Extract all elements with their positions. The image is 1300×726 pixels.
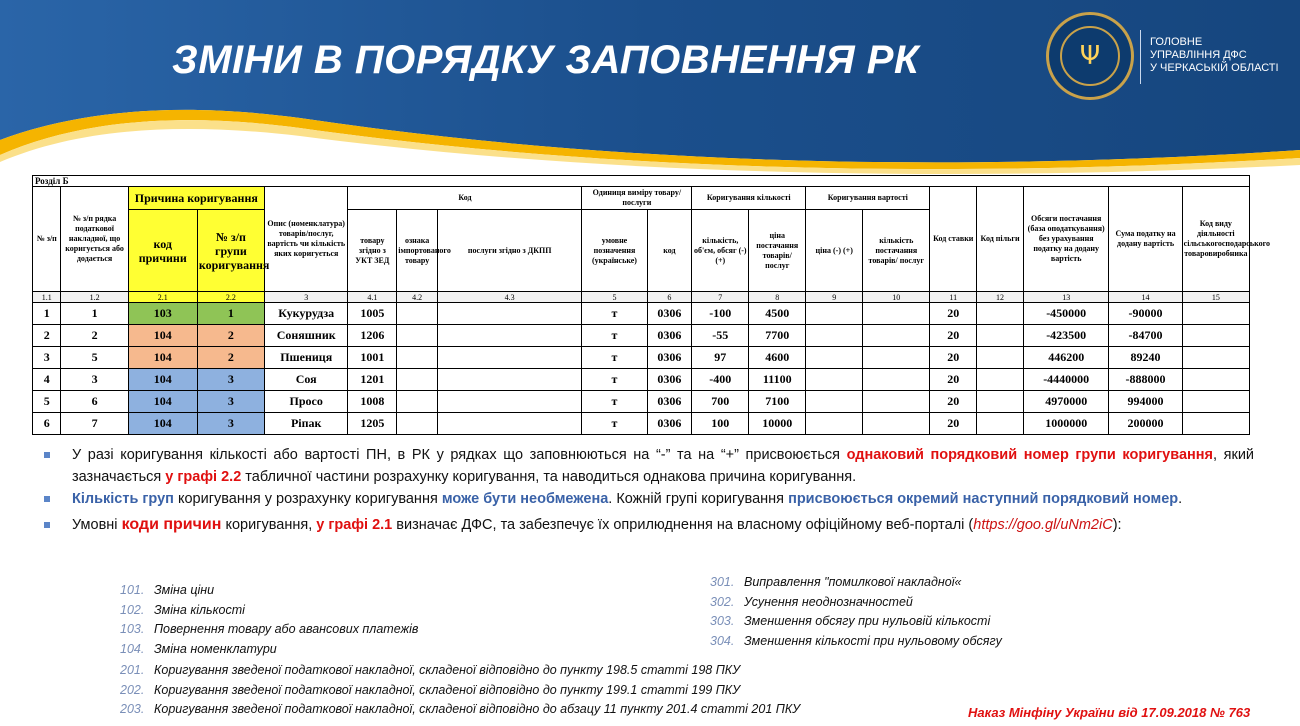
cell-ukt: 1201 (348, 369, 397, 391)
notes (44, 444, 1254, 536)
cell-empty (1182, 347, 1249, 369)
cell-st: 20 (930, 413, 977, 435)
cell-ukt: 1008 (348, 391, 397, 413)
cell-opys: Кукурудза (264, 303, 347, 325)
cell-n: 4 (33, 369, 61, 391)
cell-sum: -90000 (1109, 303, 1182, 325)
cell-empty (437, 413, 581, 435)
cell-empty (437, 369, 581, 391)
cell-obs: -423500 (1023, 325, 1108, 347)
cell-st: 20 (930, 369, 977, 391)
col-number: 9 (806, 292, 863, 303)
cell-empty (437, 391, 581, 413)
cell-empty (397, 413, 438, 435)
code-item (710, 573, 1002, 593)
b2-blue-3: присвоюється окремий наступний порядковий номер (788, 491, 1179, 507)
cell-um: т (582, 347, 647, 369)
cell-ukt: 1206 (348, 325, 397, 347)
cell-opys: Соняшник (264, 325, 347, 347)
cell-rn: 2 (61, 325, 128, 347)
hdr-pilga: Код пільги (977, 187, 1024, 292)
cell-gr: 2 (197, 347, 264, 369)
bullet-2 (44, 488, 1254, 510)
org-name (1150, 36, 1279, 75)
cell-tsina: 4600 (749, 347, 806, 369)
hdr-odynytsia: Одиниця виміру товару/послуги (582, 187, 692, 210)
cell-n: 1 (33, 303, 61, 325)
hdr-stavka: Код ставки (930, 187, 977, 292)
cell-um: т (582, 391, 647, 413)
cell-kod: 104 (128, 391, 197, 413)
cell-tsina: 11100 (749, 369, 806, 391)
cell-kd: 0306 (647, 303, 692, 325)
cell-opys: Соя (264, 369, 347, 391)
cell-kil: -100 (692, 303, 749, 325)
hdr-tsina: ціна (-) (+) (806, 210, 863, 292)
section-label: Розділ Б (33, 176, 1250, 187)
b2-text-c: . (1178, 491, 1183, 507)
cell-ukt: 1205 (348, 413, 397, 435)
cell-st: 20 (930, 325, 977, 347)
cell-opys: Пшениця (264, 347, 347, 369)
cell-empty (863, 303, 930, 325)
cell-empty (977, 303, 1024, 325)
cell-empty (806, 391, 863, 413)
cell-empty (863, 391, 930, 413)
cell-kod: 104 (128, 413, 197, 435)
cell-empty (437, 303, 581, 325)
trident-icon: Ψ (1060, 26, 1120, 86)
b2-text-a: коригування у розрахунку коригування (173, 491, 442, 507)
cell-st: 20 (930, 391, 977, 413)
cell-rn: 6 (61, 391, 128, 413)
cell-obs: 1000000 (1023, 413, 1108, 435)
code-number: 203. (120, 702, 145, 716)
cell-kil: 100 (692, 413, 749, 435)
cell-empty (977, 347, 1024, 369)
cell-obs: 446200 (1023, 347, 1108, 369)
code-number: 202. (120, 682, 145, 697)
cell-kod: 104 (128, 325, 197, 347)
b1-red-1: однаковий порядковий номер групи коригування (846, 447, 1213, 463)
hdr-num: № з/п (33, 187, 61, 292)
code-item (120, 700, 800, 720)
cell-kod: 104 (128, 369, 197, 391)
hdr-dkpp: послуги згідно з ДКПП (437, 210, 581, 292)
col-number: 4.2 (397, 292, 438, 303)
code-number: 104. (120, 641, 145, 656)
cell-ukt: 1005 (348, 303, 397, 325)
b3-text-d: ): (1112, 517, 1122, 533)
cell-empty (1182, 391, 1249, 413)
cell-tsina: 7700 (749, 325, 806, 347)
b1-text-b: , який зазначається (72, 447, 1255, 485)
hdr-suma: Сума податку на додану вартість (1109, 187, 1182, 292)
hdr-tsina-post: ціна постачання товарів/ послуг (749, 210, 806, 292)
cell-rn: 3 (61, 369, 128, 391)
cell-gr: 1 (197, 303, 264, 325)
cell-n: 2 (33, 325, 61, 347)
b3-text-b: коригування, (221, 517, 317, 533)
bullet-1 (44, 444, 1254, 488)
cell-empty (1182, 303, 1249, 325)
col-number: 15 (1182, 292, 1249, 303)
cell-gr: 2 (197, 325, 264, 347)
dfs-logo (1046, 12, 1134, 100)
bullet-square-icon (44, 496, 50, 502)
logo-divider (1140, 30, 1141, 84)
cell-gr: 3 (197, 413, 264, 435)
cell-sum: 200000 (1109, 413, 1182, 435)
cell-st: 20 (930, 303, 977, 325)
col-number: 6 (647, 292, 692, 303)
cell-empty (806, 369, 863, 391)
col-number: 5 (582, 292, 647, 303)
col-number: 10 (863, 292, 930, 303)
b1-red-2: у графі 2.2 (165, 469, 242, 485)
cell-obs: -4440000 (1023, 369, 1108, 391)
cell-empty (977, 325, 1024, 347)
code-number: 302. (710, 594, 735, 609)
col-number: 4.1 (348, 292, 397, 303)
cell-um: т (582, 413, 647, 435)
code-number: 303. (710, 614, 735, 628)
cell-empty (977, 369, 1024, 391)
code-number: 102. (120, 602, 145, 617)
cell-kod: 104 (128, 347, 197, 369)
cell-empty (977, 391, 1024, 413)
cell-empty (397, 303, 438, 325)
col-number: 13 (1023, 292, 1108, 303)
cell-kd: 0306 (647, 325, 692, 347)
cell-empty (437, 325, 581, 347)
cell-st: 20 (930, 347, 977, 369)
cell-kil: -400 (692, 369, 749, 391)
cell-kd: 0306 (647, 391, 692, 413)
b3-text-c: визначає ДФС, та забезпечує їх оприлюднення на власному офіційному веб-порталі ( (392, 517, 974, 533)
cell-kil: 700 (692, 391, 749, 413)
cell-empty (806, 303, 863, 325)
hdr-kor-kilk: Коригування кількості (692, 187, 806, 210)
code-item (120, 681, 800, 701)
table-row (33, 347, 1250, 369)
codes-list-right (710, 573, 1002, 651)
col-number: 2.2 (197, 292, 264, 303)
hdr-opys: Опис (номенклатура) товарів/послуг, вартість чи кількість яких коригується (264, 187, 347, 292)
b3-text-a: Умовні (72, 517, 122, 533)
hdr-row-no: № з/п рядка податкової накладної, що коригується або додається (61, 187, 128, 292)
cell-empty (863, 413, 930, 435)
header-banner (0, 0, 1300, 175)
cell-empty (397, 325, 438, 347)
cell-kod: 103 (128, 303, 197, 325)
hdr-kod-prichyny: код причини (128, 210, 197, 292)
code-number: 201. (120, 663, 145, 677)
code-text: Зміна кількості (154, 602, 245, 617)
b3-red-1: коди причин (121, 516, 222, 533)
cell-empty (397, 369, 438, 391)
cell-empty (1182, 413, 1249, 435)
table-row (33, 303, 1250, 325)
code-item (120, 661, 800, 681)
col-number: 3 (264, 292, 347, 303)
cell-gr: 3 (197, 391, 264, 413)
cell-sum: 994000 (1109, 391, 1182, 413)
cell-opys: Ріпак (264, 413, 347, 435)
cell-opys: Просо (264, 391, 347, 413)
col-number: 4.3 (437, 292, 581, 303)
hdr-prichina: Причина коригування (128, 187, 264, 210)
hdr-kod: Код (348, 187, 582, 210)
page-title: ЗМІНИ В ПОРЯДКУ ЗАПОВНЕННЯ РК (172, 38, 920, 82)
cell-kd: 0306 (647, 369, 692, 391)
code-item (710, 593, 1002, 613)
hdr-kilkist: кількість, об'єм, обсяг (-) (+) (692, 210, 749, 292)
cell-sum: 89240 (1109, 347, 1182, 369)
codes-list-bottom (120, 661, 800, 720)
cell-n: 3 (33, 347, 61, 369)
cell-kd: 0306 (647, 347, 692, 369)
col-number: 12 (977, 292, 1024, 303)
col-number: 8 (749, 292, 806, 303)
code-item (120, 640, 418, 660)
b1-text-c: табличної частини розрахунку коригування, та наводиться однакова причина коригування. (241, 469, 857, 485)
code-text: Виправлення "помилкової накладної« (744, 575, 962, 589)
cell-rn: 7 (61, 413, 128, 435)
hdr-import: ознака імпортованого товару (397, 210, 438, 292)
code-text: Коригування зведеної податкової накладної, складеної відповідно до пункту 198.5 статті 198 ПКУ (154, 663, 741, 677)
org-line-1: ГОЛОВНЕ (1150, 36, 1203, 48)
code-item (710, 612, 1002, 632)
cell-empty (1182, 369, 1249, 391)
b2-text-b: . Кожній групі коригування (608, 491, 789, 507)
cell-rn: 1 (61, 303, 128, 325)
b1-text-a: У разі коригування кількості або вартості ПН, в РК у рядках що заповнюються на “-” та на “+” присвоюється (72, 447, 847, 463)
code-text: Зміна номенклатури (154, 641, 277, 656)
order-reference: Наказ Мінфіну України від 17.09.2018 № 763 (968, 705, 1251, 720)
code-item (120, 620, 418, 640)
cell-empty (397, 347, 438, 369)
table-row (33, 391, 1250, 413)
hdr-umovne: умовне позначення (українське) (582, 210, 647, 292)
col-number: 1.2 (61, 292, 128, 303)
cell-kil: 97 (692, 347, 749, 369)
cell-empty (806, 413, 863, 435)
code-text: Зміна ціни (154, 583, 215, 597)
table-row (33, 413, 1250, 435)
col-number: 1.1 (33, 292, 61, 303)
hdr-obsiahy: Обсяги постачання (база оподаткування) без урахування податку на додану вартість (1023, 187, 1108, 292)
cell-obs: -450000 (1023, 303, 1108, 325)
cell-sum: -84700 (1109, 325, 1182, 347)
cell-empty (437, 347, 581, 369)
bullet-square-icon (44, 522, 50, 528)
code-number: 304. (710, 633, 735, 648)
hdr-odkod: код (647, 210, 692, 292)
code-item (120, 601, 418, 621)
cell-empty (863, 369, 930, 391)
cell-tsina: 7100 (749, 391, 806, 413)
org-line-3: У ЧЕРКАСЬКІЙ ОБЛАСТІ (1150, 62, 1279, 74)
cell-sum: -888000 (1109, 369, 1182, 391)
cell-n: 5 (33, 391, 61, 413)
cell-kd: 0306 (647, 413, 692, 435)
portal-link[interactable]: https://goo.gl/uNm2iC (973, 517, 1113, 533)
hdr-kor-vart: Коригування вартості (806, 187, 930, 210)
code-item (710, 632, 1002, 652)
hdr-grupa: № з/п групи коригування (197, 210, 264, 292)
hdr-ukt: товару згідно з УКТ ЗЕД (348, 210, 397, 292)
col-number: 2.1 (128, 292, 197, 303)
code-number: 101. (120, 583, 145, 597)
cell-empty (806, 325, 863, 347)
cell-um: т (582, 325, 647, 347)
cell-empty (863, 325, 930, 347)
column-number-row (33, 292, 1250, 303)
code-text: Зменшення обсягу при нульовій кількості (744, 614, 991, 628)
codes-list-left (120, 581, 418, 659)
bullet-3 (44, 514, 1254, 536)
bullet-square-icon (44, 452, 50, 458)
code-text: Усунення неоднозначностей (744, 594, 913, 609)
cell-empty (1182, 325, 1249, 347)
cell-gr: 3 (197, 369, 264, 391)
cell-empty (806, 347, 863, 369)
col-number: 14 (1109, 292, 1182, 303)
cell-tsina: 4500 (749, 303, 806, 325)
cell-obs: 4970000 (1023, 391, 1108, 413)
b2-blue-2: може бути необмежена (441, 491, 609, 507)
code-text: Повернення товару або авансових платежів (154, 622, 419, 636)
code-text: Зменшення кількості при нульовому обсягу (744, 633, 1002, 648)
cell-tsina: 10000 (749, 413, 806, 435)
code-text: Коригування зведеної податкової накладної, складеної відповідно до абзацу 11 пункту 201.4 статті 201 ПКУ (154, 702, 801, 716)
b2-blue-1: Кількість груп (72, 491, 174, 507)
cell-ukt: 1001 (348, 347, 397, 369)
cell-empty (863, 347, 930, 369)
org-line-2: УПРАВЛІННЯ ДФС (1150, 49, 1247, 61)
table-row (33, 369, 1250, 391)
col-number: 11 (930, 292, 977, 303)
cell-um: т (582, 369, 647, 391)
code-number: 301. (710, 575, 735, 589)
cell-n: 6 (33, 413, 61, 435)
code-text: Коригування зведеної податкової накладної, складеної відповідно до пункту 199.1 статті 199 ПКУ (154, 682, 741, 697)
cell-um: т (582, 303, 647, 325)
cell-empty (397, 391, 438, 413)
hdr-kilk-post: кількість постачання товарів/ послуг (863, 210, 930, 292)
b3-red-2: у графі 2.1 (316, 517, 393, 533)
col-number: 7 (692, 292, 749, 303)
hdr-vyd: Код виду діяльності сільськогосподарського товаровиробника (1182, 187, 1249, 292)
cell-rn: 5 (61, 347, 128, 369)
code-item (120, 581, 418, 601)
cell-empty (977, 413, 1024, 435)
cell-kil: -55 (692, 325, 749, 347)
code-number: 103. (120, 622, 145, 636)
table-row (33, 325, 1250, 347)
correction-table (32, 175, 1271, 435)
